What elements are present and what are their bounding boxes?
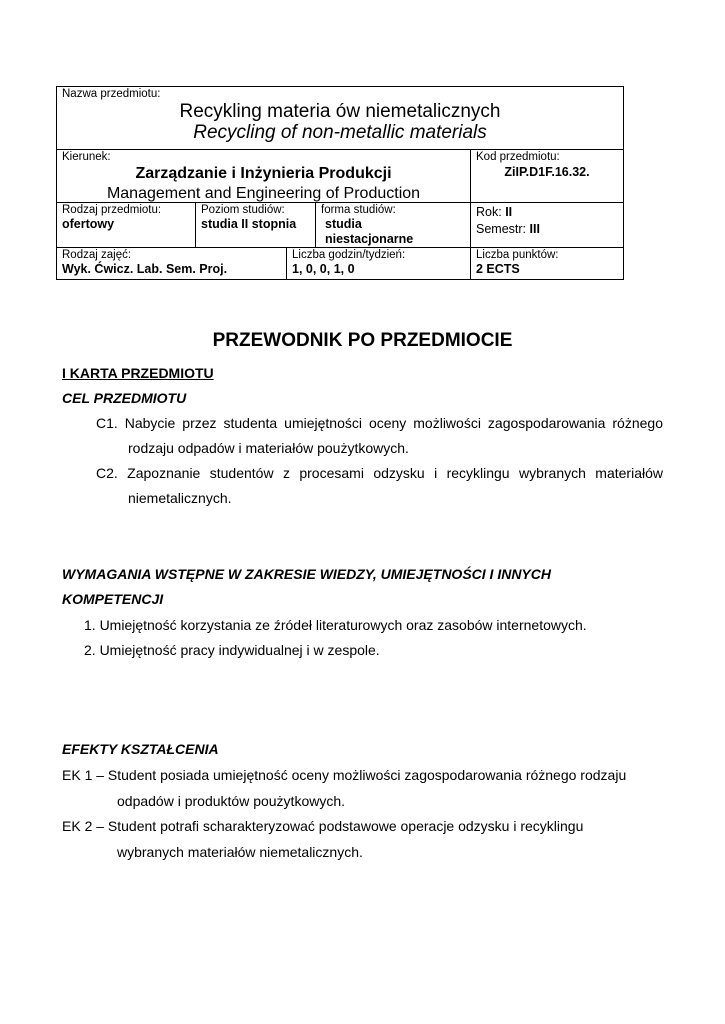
field-cell: [57, 150, 470, 202]
requirements-heading-line1: WYMAGANIA WSTĘPNE W ZAKRESIE WIEDZY, UMIEJĘTNOŚCI I INNYCH: [62, 566, 551, 582]
type-value: ofertowy: [62, 217, 115, 231]
level-cell: [195, 203, 315, 247]
effects-heading: EFEKTY KSZTAŁCENIA: [62, 741, 219, 757]
level-label: Poziom studiów:: [201, 204, 285, 216]
goal-c2-line2: niemetalicznych.: [128, 490, 232, 506]
course-name-cell: [57, 87, 623, 149]
effect-ek1-line2: odpadów i produktów poużytkowych.: [117, 793, 346, 809]
effect-ek2-line2: wybranych materiałów niemetalicznych.: [117, 844, 363, 860]
goal-c1-line2: rodzaju odpadów i materiałów poużytkowych.: [128, 440, 409, 456]
code-value: ZiIP.D1F.16.32.: [504, 165, 590, 179]
section-heading: I KARTA PRZEDMIOTU: [62, 365, 214, 381]
requirements-heading-line2: KOMPETENCJI: [62, 591, 164, 607]
effect-ek2-line1: EK 2 – Student potrafi scharakteryzować podstawowe operacje odzysku i recyklingu: [62, 818, 584, 834]
requirement-item: 1. Umiejętność korzystania ze źródeł literaturowych oraz zasobów internetowych.: [84, 617, 587, 633]
field-label: Kierunek:: [62, 151, 111, 163]
classes-label: Rodzaj zajęć:: [62, 249, 132, 261]
points-value: 2 ECTS: [476, 262, 520, 276]
classes-cell: [57, 248, 286, 279]
type-label: Rodzaj przedmiotu:: [62, 204, 162, 216]
code-cell: [470, 150, 623, 202]
year-line: [476, 205, 618, 220]
requirement-item: 2. Umiejętność pracy indywidualnej i w zespole.: [84, 642, 380, 658]
hours-cell: [286, 248, 470, 279]
code-label: Kod przedmiotu:: [476, 151, 560, 163]
year-semester-cell: [470, 203, 623, 247]
hours-value: 1, 0, 0, 1, 0: [292, 262, 355, 276]
form-value: studia niestacjonarne: [325, 217, 414, 246]
semester-label: Semestr:: [476, 222, 527, 236]
type-cell: [57, 203, 195, 247]
classes-value: Wyk. Ćwicz. Lab. Sem. Proj.: [62, 262, 228, 276]
semester-value: III: [529, 222, 540, 236]
form-label: forma studiów:: [321, 204, 396, 216]
course-header-table: [56, 86, 624, 280]
semester-line: [476, 222, 618, 237]
points-cell: [470, 248, 623, 279]
points-label: Liczba punktów:: [476, 249, 559, 261]
course-name-en: Recycling of non-metallic materials: [193, 122, 487, 143]
form-cell: [315, 203, 470, 247]
goal-heading: CEL PRZEDMIOTU: [62, 390, 187, 406]
field-en: Management and Engineering of Production: [106, 185, 421, 202]
hours-label: Liczba godzin/tydzień:: [292, 249, 406, 261]
year-value: II: [505, 205, 513, 219]
course-name-label: Nazwa przedmiotu:: [62, 88, 161, 100]
field-pl: Zarządzanie i Inżynieria Produkcji: [135, 165, 392, 182]
level-value: studia II stopnia: [201, 217, 297, 231]
page-title: PRZEWODNIK PO PRZEDMIOCIE: [212, 330, 513, 351]
course-name-pl: Recykling materia ów niemetalicznych: [179, 101, 501, 122]
goal-c1-line1: C1. Nabycie przez studenta umiejętności oceny możliwości zagospodarowania różnego: [96, 415, 663, 431]
goal-c2-line1: C2. Zapoznanie studentów z procesami odzysku i recyklingu wybranych materiałów: [96, 465, 663, 481]
year-label: Rok:: [476, 205, 502, 219]
effect-ek1-line1: EK 1 – Student posiada umiejętność oceny możliwości zagospodarowania różnego rodzaju: [62, 767, 627, 783]
